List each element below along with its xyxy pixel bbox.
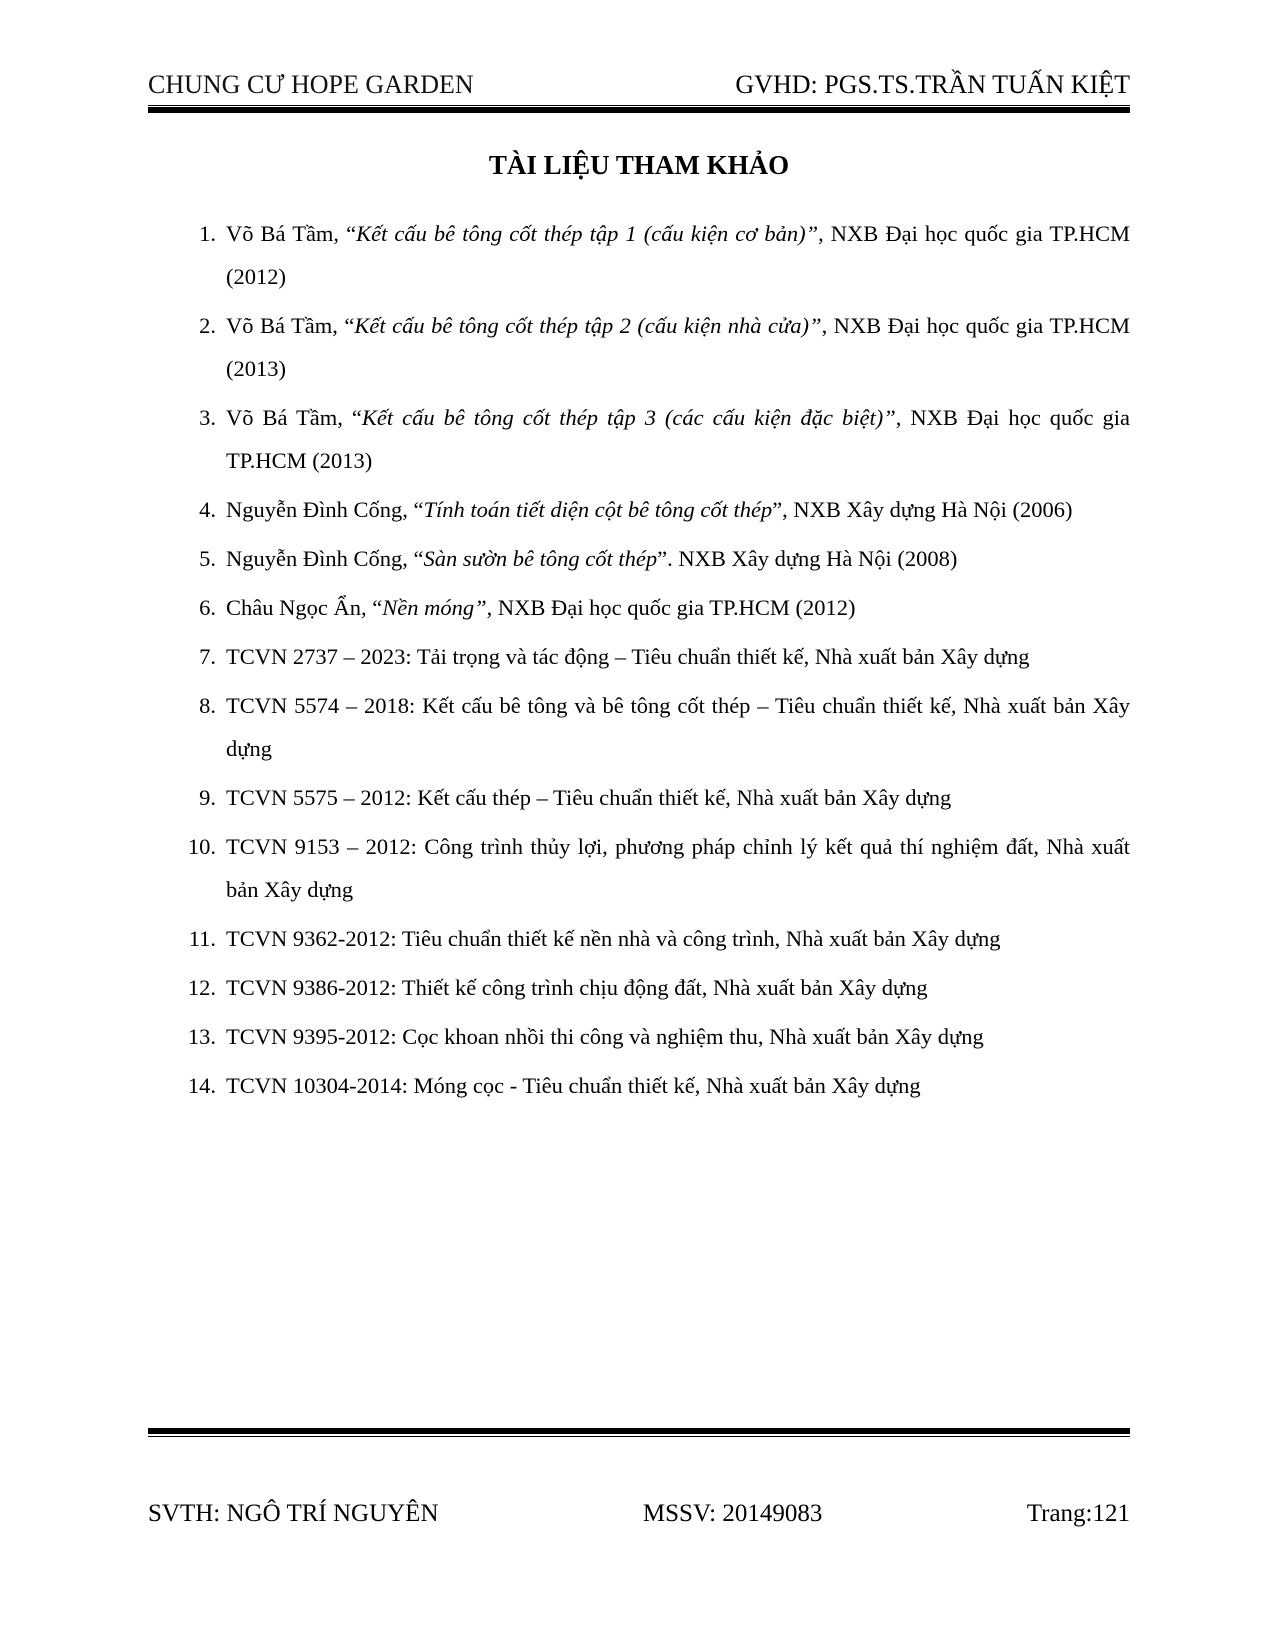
reference-text: Võ Bá Tầm, “ — [226, 313, 355, 338]
reference-item — [148, 586, 1130, 629]
reference-title: Kết cấu bê tông cốt thép tập 3 (các cấu kiện đặc biệt)” — [361, 405, 896, 430]
header-rule-thin — [148, 105, 1130, 106]
reference-number: 7. — [199, 644, 216, 669]
footer-student-name: SVTH: NGÔ TRÍ NGUYÊN — [148, 1500, 439, 1527]
reference-item — [148, 488, 1130, 531]
reference-item — [148, 304, 1130, 390]
footer-rule-thin — [148, 1436, 1130, 1437]
reference-number: 3. — [199, 405, 216, 430]
page-header — [148, 70, 1130, 100]
reference-publisher: , NXB Đại học quốc gia TP.HCM (2012) — [486, 595, 856, 620]
reference-title: Nền móng” — [382, 595, 487, 620]
reference-item — [148, 1064, 1130, 1107]
reference-item — [148, 537, 1130, 580]
reference-text: TCVN 10304-2014: Móng cọc - Tiêu chuẩn thiết kế, Nhà xuất bản Xây dựng — [226, 1073, 921, 1098]
footer-rule-thick — [148, 1428, 1130, 1434]
reference-number: 4. — [199, 497, 216, 522]
footer-page-number: Trang:121 — [1026, 1500, 1130, 1527]
reference-number: 10. — [187, 834, 216, 859]
reference-item — [148, 917, 1130, 960]
reference-publisher: ”. NXB Xây dựng Hà Nội (2008) — [657, 546, 958, 571]
reference-text: Nguyễn Đình Cống, “ — [226, 546, 424, 571]
reference-publisher: ”, NXB Xây dựng Hà Nội (2006) — [772, 497, 1073, 522]
page-title: TÀI LIỆU THAM KHẢO — [488, 150, 790, 180]
reference-text: TCVN 5574 – 2018: Kết cấu bê tông và bê tông cốt thép – Tiêu chuẩn thiết kế, Nhà xuất bản Xây dựng — [226, 693, 1130, 761]
reference-title: Tính toán tiết diện cột bê tông cốt thép — [423, 497, 773, 522]
reference-list — [148, 212, 1130, 1113]
header-project-title: CHUNG CƯ HOPE GARDEN — [148, 70, 474, 99]
reference-text: TCVN 2737 – 2023: Tải trọng và tác động – Tiêu chuẩn thiết kế, Nhà xuất bản Xây dựng — [226, 644, 1030, 669]
reference-title: Kết cấu bê tông cốt thép tập 2 (cấu kiện nhà cửa)” — [354, 313, 822, 338]
reference-item — [148, 966, 1130, 1009]
page-footer — [148, 1500, 1130, 1528]
reference-item — [148, 212, 1130, 298]
header-rule-thick — [148, 107, 1130, 113]
reference-item — [148, 825, 1130, 911]
reference-number: 14. — [187, 1073, 216, 1098]
reference-number: 6. — [199, 595, 216, 620]
reference-title: Kết cấu bê tông cốt thép tập 1 (cấu kiện cơ bản)” — [356, 221, 819, 246]
reference-text: Võ Bá Tầm, “ — [226, 221, 357, 246]
reference-item — [148, 1015, 1130, 1058]
reference-number: 5. — [199, 546, 216, 571]
reference-publisher: , NXB Đại học quốc gia TP.HCM (2013) — [226, 313, 1131, 381]
reference-item — [148, 684, 1130, 770]
reference-publisher: , NXB Đại học quốc gia TP.HCM (2013) — [226, 405, 1130, 473]
reference-text: Châu Ngọc Ẩn, “ — [226, 595, 383, 620]
reference-text: Võ Bá Tầm, “ — [226, 405, 362, 430]
reference-number: 1. — [199, 221, 216, 246]
reference-text: Nguyễn Đình Cống, “ — [226, 497, 424, 522]
reference-number: 9. — [199, 785, 216, 810]
reference-text: TCVN 9362-2012: Tiêu chuẩn thiết kế nền nhà và công trình, Nhà xuất bản Xây dựng — [226, 926, 1001, 951]
reference-item — [148, 635, 1130, 678]
reference-text: TCVN 9386-2012: Thiết kế công trình chịu động đất, Nhà xuất bản Xây dựng — [226, 975, 928, 1000]
reference-text: TCVN 9395-2012: Cọc khoan nhồi thi công và nghiệm thu, Nhà xuất bản Xây dựng — [226, 1024, 984, 1049]
reference-text: TCVN 5575 – 2012: Kết cấu thép – Tiêu chuẩn thiết kế, Nhà xuất bản Xây dựng — [226, 785, 952, 810]
reference-publisher: , NXB Đại học quốc gia TP.HCM (2012) — [226, 221, 1130, 289]
reference-item — [148, 776, 1130, 819]
reference-number: 11. — [188, 926, 216, 951]
reference-text: TCVN 9153 – 2012: Công trình thủy lợi, phương pháp chỉnh lý kết quả thí nghiệm đất, Nhà xuất bản Xây dựng — [226, 834, 1130, 902]
reference-number: 2. — [199, 313, 216, 338]
reference-title: Sàn sườn bê tông cốt thép — [423, 546, 658, 571]
reference-number: 13. — [187, 1024, 216, 1049]
reference-number: 12. — [187, 975, 216, 1000]
footer-student-id: MSSV: 20149083 — [642, 1500, 823, 1527]
reference-number: 8. — [199, 693, 216, 718]
reference-item — [148, 396, 1130, 482]
header-supervisor: GVHD: PGS.TS.TRẦN TUẤN KIỆT — [735, 70, 1130, 99]
